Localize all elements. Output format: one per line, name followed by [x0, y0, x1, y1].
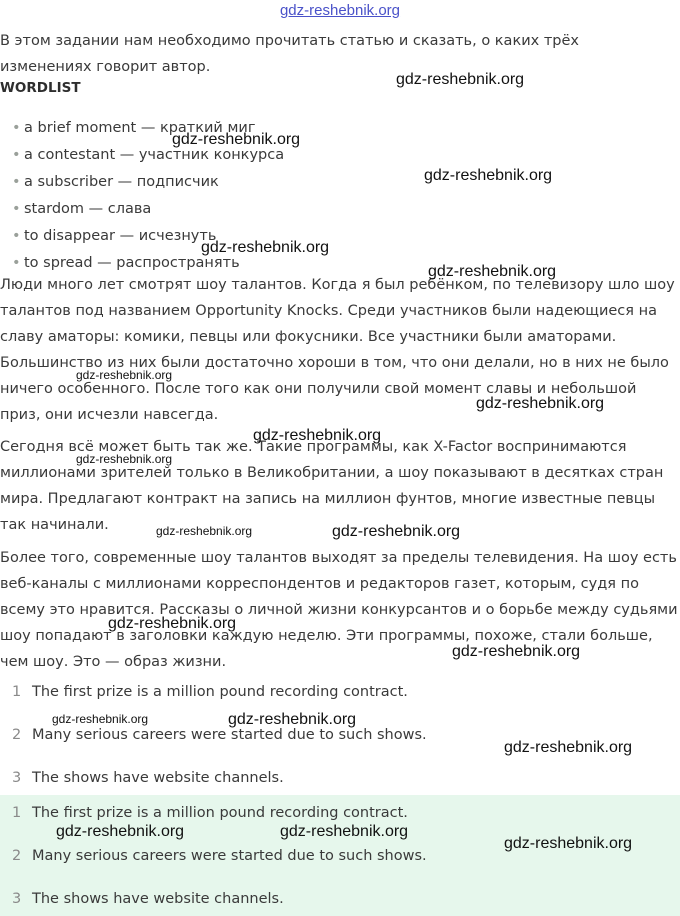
watermark: gdz-reshebnik.org: [428, 263, 557, 280]
bullet-icon: •: [12, 147, 21, 163]
watermark: gdz-reshebnik.org: [228, 711, 357, 728]
wordlist-item-text: a contestant — участник конкурса: [24, 147, 285, 163]
wordlist-item-text: to spread — распространять: [24, 255, 240, 271]
watermark: gdz-reshebnik.org: [156, 524, 253, 538]
answer-item: [0, 888, 284, 910]
answer-text: Many serious careers were started due to such shows.: [32, 727, 427, 743]
bullet-icon: •: [12, 201, 21, 217]
answer-number: 2: [12, 848, 22, 864]
answer-text: Many serious careers were started due to such shows.: [32, 848, 427, 864]
watermark: gdz-reshebnik.org: [504, 739, 633, 756]
article-paragraph-1: Люди много лет смотрят шоу талантов. Когда я был ребёнком, по телевизору шло шоу талантов под названием Opportunity Knocks. Среди участников были надеющиеся на славу аматоры: комики, певцы или фокусники. Все участники были аматорами. Большинство из них были достаточно хороши в том, что они делали, но в них не было ничего особенного. После того как они получили свой момент славы и небольшой приз, они исчезли навсегда.: [0, 277, 675, 423]
answer-number: 1: [12, 805, 22, 821]
answer-text: The shows have website channels.: [32, 891, 284, 907]
answer-number: 3: [12, 891, 22, 907]
bullet-icon: •: [12, 120, 21, 136]
watermark: gdz-reshebnik.org: [56, 823, 185, 840]
watermark: gdz-reshebnik.org: [201, 239, 330, 256]
bullet-icon: •: [12, 174, 21, 190]
watermark: gdz-reshebnik.org: [253, 427, 382, 444]
answer-number: 3: [12, 770, 22, 786]
watermark: gdz-reshebnik.org: [52, 712, 149, 726]
watermark: gdz-reshebnik.org: [424, 167, 553, 184]
wordlist-item-text: stardom — слава: [24, 201, 152, 217]
article-paragraph-3: Более того, современные шоу талантов выходят за пределы телевидения. На шоу есть веб-каналы с миллионами корреспондентов и редакторов газет, которым, судя по всему это нравится. Рассказы о личной жизни конкурсантов и о борьбе между судьями шоу попадают в заголовки каждую неделю. Эти программы, похоже, стали больше, чем шоу. Это — образ жизни.: [0, 550, 678, 670]
watermark: gdz-reshebnik.org: [396, 71, 525, 88]
answer-text: The first prize is a million pound recording contract.: [32, 684, 408, 700]
answer-item: [0, 724, 427, 746]
task-intro: В этом задании нам необходимо прочитать статью и сказать, о каких трёх изменениях говорит автор.: [0, 33, 579, 75]
wordlist-item-text: to disappear — исчезнуть: [24, 228, 217, 244]
wordlist-item-text: a brief moment — краткий миг: [24, 120, 256, 136]
answer-number: 2: [12, 727, 22, 743]
answer-item: [0, 845, 427, 867]
answer-item: [0, 802, 408, 824]
watermark: gdz-reshebnik.org: [452, 643, 581, 660]
watermark: gdz-reshebnik.org: [172, 131, 301, 148]
answer-item: [0, 767, 284, 789]
answer-number: 1: [12, 684, 22, 700]
watermark: gdz-reshebnik.org: [504, 835, 633, 852]
wordlist-item-text: a subscriber — подписчик: [24, 174, 219, 190]
answer-text: The first prize is a million pound recording contract.: [32, 805, 408, 821]
bullet-icon: •: [12, 255, 21, 271]
answer-item: [0, 681, 408, 703]
watermark: gdz-reshebnik.org: [280, 823, 409, 840]
answer-text: The shows have website channels.: [32, 770, 284, 786]
wordlist-item: [0, 169, 284, 196]
wordlist-item: [0, 196, 284, 223]
article-paragraph-2: Сегодня всё может быть так же. Такие программы, как X-Factor воспринимаются миллионами зрителей только в Великобритании, а шоу показывают в десятках стран мира. Предлагают контракт на запись на миллион фунтов, многие известные певцы так начинали.: [0, 439, 664, 533]
watermark: gdz-reshebnik.org: [332, 523, 461, 540]
watermark: gdz-reshebnik.org: [76, 368, 173, 382]
site-header-link[interactable]: gdz-reshebnik.org: [279, 2, 401, 19]
watermark: gdz-reshebnik.org: [476, 395, 605, 412]
answer-list-highlighted: [0, 795, 680, 916]
wordlist-title: WORDLIST: [0, 80, 81, 96]
watermark: gdz-reshebnik.org: [108, 615, 237, 632]
bullet-icon: •: [12, 228, 21, 244]
watermark: gdz-reshebnik.org: [76, 452, 173, 466]
